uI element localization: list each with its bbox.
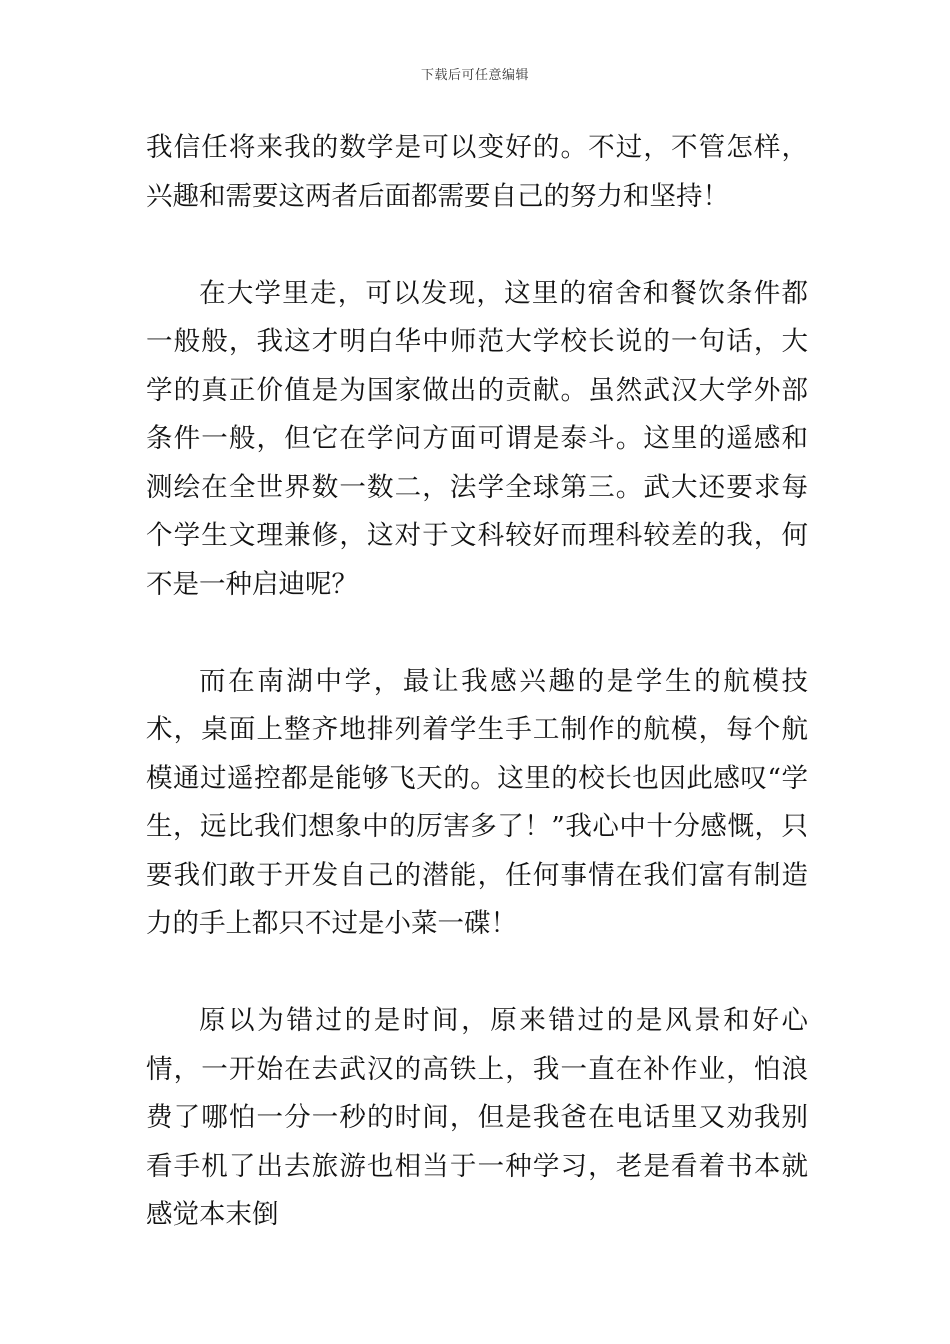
paragraph-4: 原以为错过的是时间，原来错过的是风景和好心情，一开始在去武汉的高铁上，我一直在补作业，怕浪费了哪怕一分一秒的时间，但是我爸在电话里又劝我别看手机了出去旅游也相当于一种学习，老是看着书本就感觉本末倒: [146, 1005, 808, 1230]
paragraph-1: 我信任将来我的数学是可以变好的。不过，不管怎样，兴趣和需要这两者后面都需要自己的努力和坚持！: [146, 132, 808, 212]
paragraph-3: 而在南湖中学，最让我感兴趣的是学生的航模技术，桌面上整齐地排列着学生手工制作的航模，每个航模通过遥控都是能够飞天的。这里的校长也因此感叹“学生，远比我们想象中的厉害多了！”我心中十分感慨，只要我们敢于开发自己的潜能，任何事情在我们富有制造力的手上都只不过是小菜一碟！: [146, 665, 808, 939]
document-body: [146, 124, 808, 1240]
paragraph-2: 在大学里走，可以发现，这里的宿舍和餐饮条件都一般般，我这才明白华中师范大学校长说的一句话，大学的真正价值是为国家做出的贡献。虽然武汉大学外部条件一般，但它在学问方面可谓是泰斗。这里的遥感和测绘在全世界数一数二，法学全球第三。武大还要求每个学生文理兼修，这对于文科较好而理科较差的我，何不是一种启迪呢？: [146, 277, 808, 600]
page-header: 下载后可任意编辑: [420, 68, 529, 83]
